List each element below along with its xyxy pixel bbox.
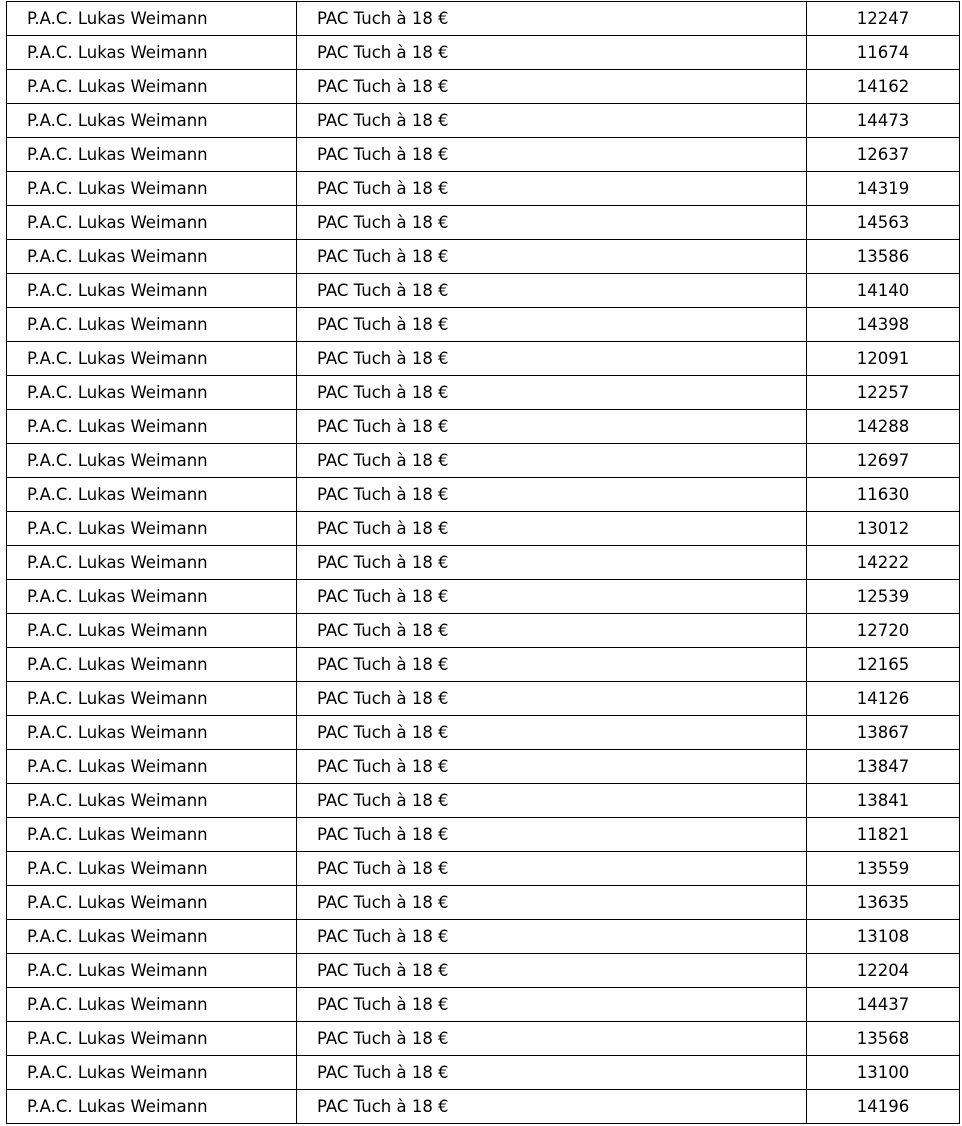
cell-number: 12204: [807, 954, 960, 988]
cell-number: 14563: [807, 206, 960, 240]
cell-name: P.A.C. Lukas Weimann: [7, 104, 297, 138]
cell-number: 13100: [807, 1056, 960, 1090]
cell-item: PAC Tuch à 18 €: [297, 70, 807, 104]
cell-number: 13867: [807, 716, 960, 750]
table-body: [7, 2, 960, 1124]
cell-item: PAC Tuch à 18 €: [297, 172, 807, 206]
cell-number: 12247: [807, 2, 960, 36]
table-row: [7, 444, 960, 478]
cell-item: PAC Tuch à 18 €: [297, 988, 807, 1022]
cell-number: 14437: [807, 988, 960, 1022]
cell-item: PAC Tuch à 18 €: [297, 274, 807, 308]
cell-name: P.A.C. Lukas Weimann: [7, 70, 297, 104]
cell-number: 14140: [807, 274, 960, 308]
table-row: [7, 818, 960, 852]
table-row: [7, 716, 960, 750]
cell-number: 14288: [807, 410, 960, 444]
cell-number: 13847: [807, 750, 960, 784]
table-row: [7, 36, 960, 70]
table-row: [7, 580, 960, 614]
cell-number: 14196: [807, 1090, 960, 1124]
cell-name: P.A.C. Lukas Weimann: [7, 648, 297, 682]
cell-number: 11821: [807, 818, 960, 852]
cell-number: 14473: [807, 104, 960, 138]
table-row: [7, 852, 960, 886]
cell-item: PAC Tuch à 18 €: [297, 1056, 807, 1090]
cell-item: PAC Tuch à 18 €: [297, 648, 807, 682]
cell-number: 11630: [807, 478, 960, 512]
cell-name: P.A.C. Lukas Weimann: [7, 478, 297, 512]
cell-name: P.A.C. Lukas Weimann: [7, 580, 297, 614]
cell-name: P.A.C. Lukas Weimann: [7, 1090, 297, 1124]
cell-number: 12257: [807, 376, 960, 410]
data-table: [6, 1, 960, 1124]
cell-number: 13559: [807, 852, 960, 886]
table-row: [7, 1056, 960, 1090]
cell-name: P.A.C. Lukas Weimann: [7, 138, 297, 172]
cell-name: P.A.C. Lukas Weimann: [7, 206, 297, 240]
table-row: [7, 750, 960, 784]
cell-item: PAC Tuch à 18 €: [297, 376, 807, 410]
table-row: [7, 240, 960, 274]
cell-name: P.A.C. Lukas Weimann: [7, 2, 297, 36]
table-row: [7, 478, 960, 512]
cell-number: 12720: [807, 614, 960, 648]
cell-number: 13012: [807, 512, 960, 546]
table-row: [7, 920, 960, 954]
cell-name: P.A.C. Lukas Weimann: [7, 954, 297, 988]
table-row: [7, 954, 960, 988]
table-row: [7, 376, 960, 410]
table-row: [7, 1090, 960, 1124]
cell-name: P.A.C. Lukas Weimann: [7, 512, 297, 546]
cell-number: 12697: [807, 444, 960, 478]
cell-number: 11674: [807, 36, 960, 70]
cell-item: PAC Tuch à 18 €: [297, 784, 807, 818]
table-row: [7, 410, 960, 444]
cell-item: PAC Tuch à 18 €: [297, 614, 807, 648]
cell-item: PAC Tuch à 18 €: [297, 36, 807, 70]
cell-item: PAC Tuch à 18 €: [297, 716, 807, 750]
table-row: [7, 546, 960, 580]
cell-item: PAC Tuch à 18 €: [297, 954, 807, 988]
cell-number: 13568: [807, 1022, 960, 1056]
cell-name: P.A.C. Lukas Weimann: [7, 172, 297, 206]
cell-name: P.A.C. Lukas Weimann: [7, 614, 297, 648]
cell-name: P.A.C. Lukas Weimann: [7, 852, 297, 886]
table-row: [7, 886, 960, 920]
cell-number: 12091: [807, 342, 960, 376]
table-row: [7, 988, 960, 1022]
cell-item: PAC Tuch à 18 €: [297, 206, 807, 240]
cell-name: P.A.C. Lukas Weimann: [7, 546, 297, 580]
cell-item: PAC Tuch à 18 €: [297, 138, 807, 172]
table-row: [7, 274, 960, 308]
cell-name: P.A.C. Lukas Weimann: [7, 444, 297, 478]
table-row: [7, 342, 960, 376]
cell-number: 14319: [807, 172, 960, 206]
table-row: [7, 614, 960, 648]
cell-item: PAC Tuch à 18 €: [297, 104, 807, 138]
cell-number: 12165: [807, 648, 960, 682]
table-row: [7, 206, 960, 240]
cell-item: PAC Tuch à 18 €: [297, 852, 807, 886]
cell-name: P.A.C. Lukas Weimann: [7, 376, 297, 410]
cell-name: P.A.C. Lukas Weimann: [7, 818, 297, 852]
table-row: [7, 138, 960, 172]
cell-number: 13635: [807, 886, 960, 920]
cell-name: P.A.C. Lukas Weimann: [7, 988, 297, 1022]
table-row: [7, 2, 960, 36]
cell-item: PAC Tuch à 18 €: [297, 478, 807, 512]
cell-name: P.A.C. Lukas Weimann: [7, 886, 297, 920]
cell-item: PAC Tuch à 18 €: [297, 240, 807, 274]
cell-name: P.A.C. Lukas Weimann: [7, 240, 297, 274]
cell-name: P.A.C. Lukas Weimann: [7, 410, 297, 444]
cell-item: PAC Tuch à 18 €: [297, 546, 807, 580]
table-row: [7, 308, 960, 342]
cell-item: PAC Tuch à 18 €: [297, 444, 807, 478]
cell-number: 13586: [807, 240, 960, 274]
cell-item: PAC Tuch à 18 €: [297, 580, 807, 614]
cell-name: P.A.C. Lukas Weimann: [7, 1056, 297, 1090]
cell-item: PAC Tuch à 18 €: [297, 750, 807, 784]
cell-item: PAC Tuch à 18 €: [297, 2, 807, 36]
cell-number: 13841: [807, 784, 960, 818]
table-row: [7, 1022, 960, 1056]
table-row: [7, 172, 960, 206]
table-row: [7, 104, 960, 138]
cell-item: PAC Tuch à 18 €: [297, 512, 807, 546]
cell-number: 12637: [807, 138, 960, 172]
table-row: [7, 512, 960, 546]
cell-number: 13108: [807, 920, 960, 954]
cell-item: PAC Tuch à 18 €: [297, 1022, 807, 1056]
cell-name: P.A.C. Lukas Weimann: [7, 274, 297, 308]
cell-number: 12539: [807, 580, 960, 614]
cell-item: PAC Tuch à 18 €: [297, 886, 807, 920]
cell-name: P.A.C. Lukas Weimann: [7, 716, 297, 750]
table-row: [7, 648, 960, 682]
cell-item: PAC Tuch à 18 €: [297, 342, 807, 376]
cell-item: PAC Tuch à 18 €: [297, 682, 807, 716]
cell-item: PAC Tuch à 18 €: [297, 1090, 807, 1124]
table-row: [7, 682, 960, 716]
cell-number: 14398: [807, 308, 960, 342]
cell-item: PAC Tuch à 18 €: [297, 308, 807, 342]
cell-name: P.A.C. Lukas Weimann: [7, 308, 297, 342]
cell-item: PAC Tuch à 18 €: [297, 920, 807, 954]
cell-name: P.A.C. Lukas Weimann: [7, 682, 297, 716]
cell-name: P.A.C. Lukas Weimann: [7, 920, 297, 954]
cell-number: 14222: [807, 546, 960, 580]
cell-number: 14162: [807, 70, 960, 104]
table-row: [7, 70, 960, 104]
cell-item: PAC Tuch à 18 €: [297, 818, 807, 852]
cell-item: PAC Tuch à 18 €: [297, 410, 807, 444]
cell-name: P.A.C. Lukas Weimann: [7, 1022, 297, 1056]
cell-name: P.A.C. Lukas Weimann: [7, 342, 297, 376]
cell-name: P.A.C. Lukas Weimann: [7, 750, 297, 784]
table-row: [7, 784, 960, 818]
cell-name: P.A.C. Lukas Weimann: [7, 36, 297, 70]
cell-name: P.A.C. Lukas Weimann: [7, 784, 297, 818]
cell-number: 14126: [807, 682, 960, 716]
